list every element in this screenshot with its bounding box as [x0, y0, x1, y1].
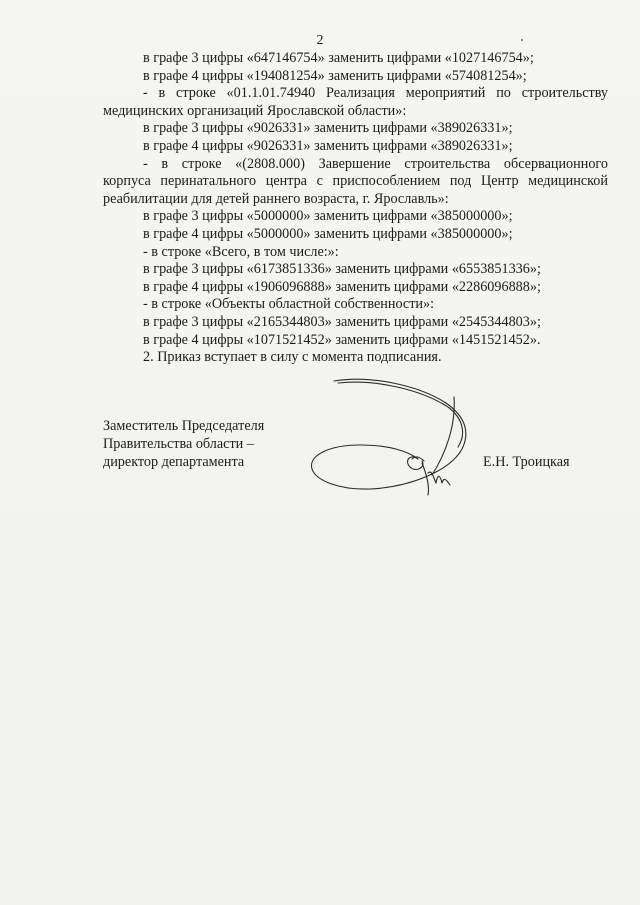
handwritten-signature	[300, 375, 480, 500]
signer-position-line: Правительства области –	[103, 435, 254, 452]
document-body	[103, 50, 608, 367]
text-line: медицинских организаций Ярославской области»:	[103, 102, 407, 119]
scan-speck	[521, 39, 523, 41]
text-line: в графе 3 цифры «647146754» заменить цифрами «1027146754»;	[143, 50, 534, 66]
text-line: - в строке «(2808.000) Завершение строительства обсервационного	[143, 155, 608, 172]
text-line: - в строке «Объекты областной собственности»:	[143, 296, 435, 313]
signer-position	[103, 418, 264, 471]
text-line: - в строке «01.1.01.74940 Реализация мероприятий по строительству	[143, 85, 608, 102]
signer-name: Е.Н. Троицкая	[483, 454, 570, 470]
signature-stroke	[338, 382, 463, 447]
text-line: в графе 4 цифры «194081254» заменить цифрами «574081254»;	[143, 67, 527, 84]
signer-position-line: Заместитель Председателя	[103, 418, 265, 434]
text-line: в графе 3 цифры «5000000» заменить цифрами «385000000»;	[143, 208, 513, 225]
text-line: в графе 4 цифры «1071521452» заменить цифрами «1451521452».	[143, 331, 541, 348]
text-line: в графе 4 цифры «1906096888» заменить цифрами «2286096888»;	[143, 278, 541, 295]
signer-position-line: директор департамента	[103, 453, 245, 470]
text-line: реабилитации для детей раннего возраста, г. Ярославль»:	[103, 190, 449, 207]
text-line: в графе 3 цифры «9026331» заменить цифрами «389026331»;	[143, 120, 513, 137]
text-line: в графе 4 цифры «9026331» заменить цифрами «389026331»;	[143, 137, 513, 154]
text-line: - в строке «Всего, в том числе:»:	[143, 243, 339, 260]
text-line: в графе 3 цифры «6173851336» заменить цифрами «6553851336»;	[143, 261, 541, 278]
text-line: в графе 3 цифры «2165344803» заменить цифрами «2545344803»;	[143, 313, 541, 330]
signature-stroke	[312, 379, 466, 489]
text-line: корпуса перинатального центра с приспособлением под Центр медицинской	[103, 173, 608, 190]
signature-stroke	[422, 463, 429, 495]
page-number: 2	[316, 33, 324, 48]
text-line: 2. Приказ вступает в силу с момента подписания.	[143, 349, 442, 366]
text-line: в графе 4 цифры «5000000» заменить цифрами «385000000»;	[143, 225, 513, 242]
